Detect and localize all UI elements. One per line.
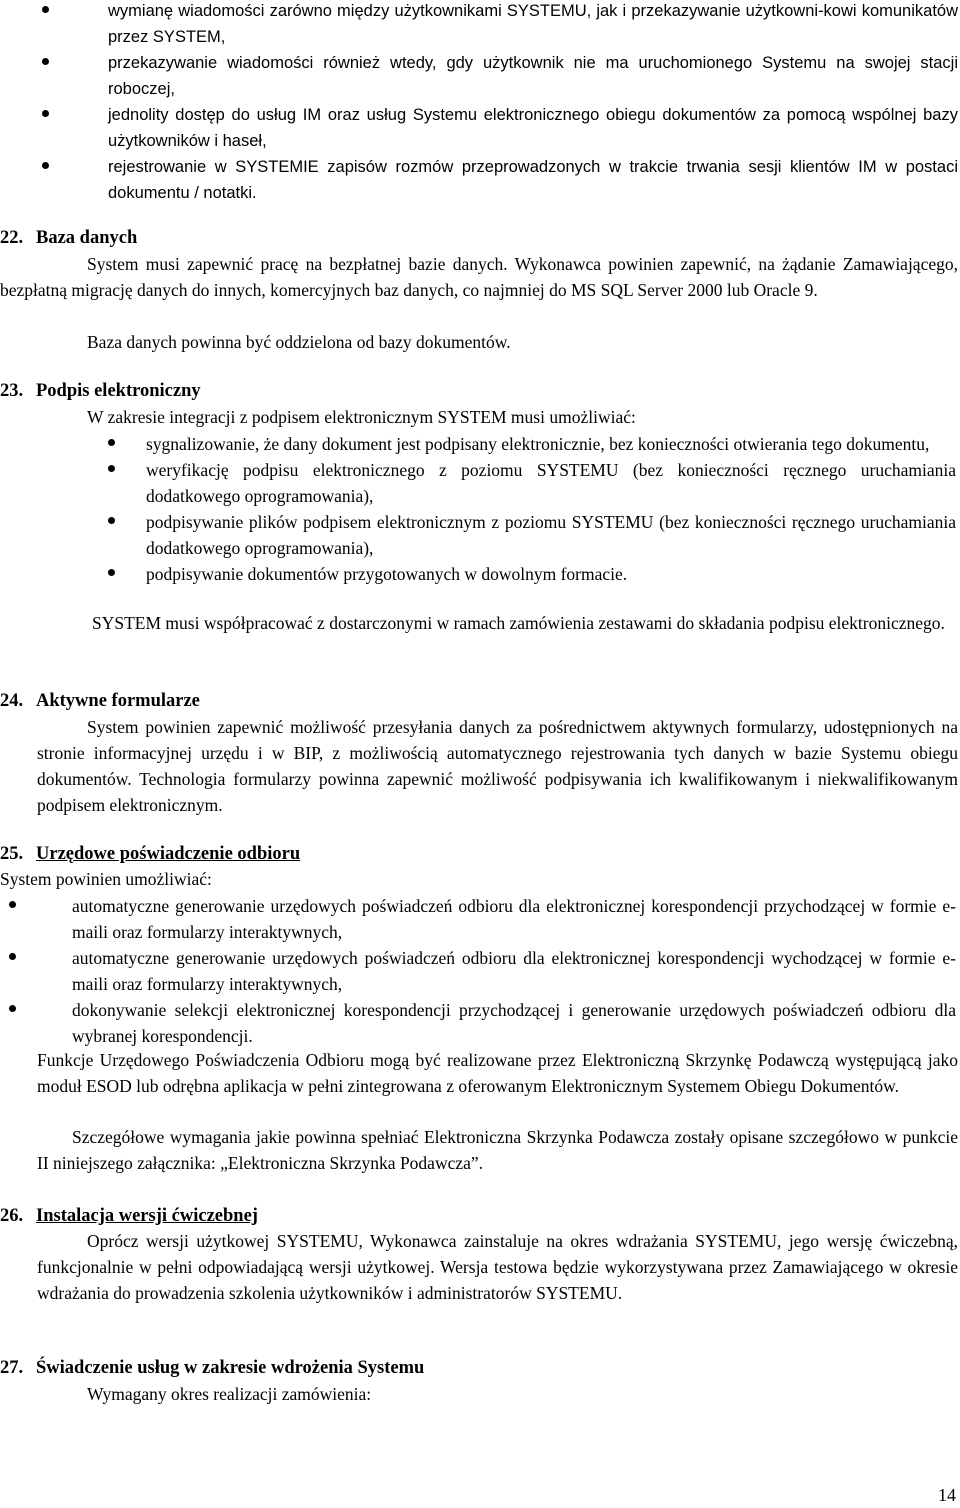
section-25-intro: System powinien umożliwiać: xyxy=(0,869,212,889)
list-item-text: rejestrowanie w SYSTEMIE zapisów rozmów przeprowadzonych w trakcie trwania sesji klientów IM w postaci dokumentu / notatki. xyxy=(108,158,958,202)
section-number: 26. xyxy=(0,1206,24,1226)
section-25-heading xyxy=(0,841,300,867)
list-item xyxy=(106,457,956,509)
section-number: 24. xyxy=(0,691,24,711)
section-title: Instalacja wersji ćwiczebnej xyxy=(36,1206,258,1226)
section-title: Urzędowe poświadczenie odbioru xyxy=(36,844,301,864)
list-item xyxy=(106,431,956,457)
section-number: 23. xyxy=(0,381,24,401)
section-title: Baza danych xyxy=(36,228,138,248)
section-23-heading xyxy=(0,378,201,404)
list-item xyxy=(38,0,958,50)
section-23-intro: W zakresie integracji z podpisem elektronicznym SYSTEM musi umożliwiać: xyxy=(87,407,636,427)
section-number: 27. xyxy=(0,1358,24,1378)
list-item xyxy=(38,102,958,154)
section-22-paragraph: System musi zapewnić pracę na bezpłatnej bazie danych. Wykonawca powinien zapewnić, na żądanie Zamawiającego, bezpłatną migrację danych do innych, komercyjnych baz danych, co najmniej do MS SQL Server 2000 lub Oracle 9. xyxy=(0,254,958,300)
list-item xyxy=(5,945,956,997)
section-24-paragraph: System powinien zapewnić możliwość przesyłania danych za pośrednictwem aktywnych formularzy, udostępnionych na stronie informacyjnej urzędu i w BIP, z możliwością automatycznego rejestrowania tych danych w bazie Systemu obiegu dokumentów. Technologia formularzy powinna zapewnić możliwość podpisywania ich kwalifikowanym i niekwalifikowanym podpisem elektronicznym. xyxy=(37,717,958,815)
section-27-heading xyxy=(0,1355,424,1381)
im-features-list xyxy=(38,0,958,206)
list-item-text: wymianę wiadomości zarówno między użytkownikami SYSTEMU, jak i przekazywanie użytkowni-kowi komunikatów przez SYSTEM, xyxy=(108,2,958,46)
list-item xyxy=(5,997,956,1049)
section-number: 25. xyxy=(0,844,24,864)
list-item xyxy=(38,154,958,206)
section-number: 22. xyxy=(0,228,24,248)
section-title: Podpis elektroniczny xyxy=(36,381,201,401)
list-item xyxy=(106,561,956,587)
section-25-paragraph: Funkcje Urzędowego Poświadczenia Odbioru mogą być realizowane przez Elektroniczną Skrzynkę Podawczą występującą jako moduł ESOD lub odrębna aplikacja w pełni zintegrowana z oferowanym Elektronicznym Systemem Obiegu Dokumentów. xyxy=(37,1050,958,1096)
signature-features-list xyxy=(106,431,956,587)
section-26-heading xyxy=(0,1203,258,1229)
section-22-note: Baza danych powinna być oddzielona od bazy dokumentów. xyxy=(87,332,511,352)
list-item-text: automatyczne generowanie urzędowych poświadczeń odbioru dla elektronicznej korespondencji wychodzącej w formie e-maili oraz formularzy interaktywnych, xyxy=(72,948,956,994)
section-title: Świadczenie usług w zakresie wdrożenia Systemu xyxy=(36,1358,425,1378)
section-23-closing: SYSTEM musi współpracować z dostarczonymi w ramach zamówienia zestawami do składania podpisu elektronicznego. xyxy=(92,613,945,633)
section-27-paragraph: Wymagany okres realizacji zamówienia: xyxy=(87,1384,372,1404)
section-title: Aktywne formularze xyxy=(36,691,200,711)
list-item xyxy=(5,893,956,945)
section-26-paragraph: Oprócz wersji użytkowej SYSTEMU, Wykonawca zainstaluje na okres wdrażania SYSTEMU, jego wersję ćwiczebną, funkcjonalnie w pełni odpowiadającą wersji użytkowej. Wersja testowa będzie wykorzystywana przez Zamawiającego w okresie wdrażania do prowadzenia szkolenia użytkowników i administratorów SYSTEMU. xyxy=(37,1231,958,1303)
list-item-text: dokonywanie selekcji elektronicznej korespondencji przychodzącej i generowanie urzędowych poświadczeń odbioru dla wybranej korespondencji. xyxy=(72,1000,956,1046)
section-22-heading xyxy=(0,225,137,251)
list-item xyxy=(38,50,958,102)
list-item xyxy=(106,509,956,561)
list-item-text: podpisywanie plików podpisem elektronicznym z poziomu SYSTEMU (bez konieczności ręcznego uruchamiania dodatkowego oprogramowania), xyxy=(146,512,956,558)
receipt-features-list xyxy=(5,893,956,1049)
list-item-text: przekazywanie wiadomości również wtedy, gdy użytkownik nie ma uruchomionego Systemu na swojej stacji roboczej, xyxy=(108,54,958,98)
list-item-text: podpisywanie dokumentów przygotowanych w dowolnym formacie. xyxy=(146,564,628,584)
list-item-text: sygnalizowanie, że dany dokument jest podpisany elektronicznie, bez konieczności otwierania tego dokumentu, xyxy=(146,434,930,454)
list-item-text: automatyczne generowanie urzędowych poświadczeń odbioru dla elektronicznej korespondencji przychodzącej w formie e-maili oraz formularzy interaktywnych, xyxy=(72,896,956,942)
list-item-text: jednolity dostęp do usług IM oraz usług Systemu elektronicznego obiegu dokumentów za pomocą wspólnej bazy użytkowników i haseł, xyxy=(108,106,958,150)
section-24-heading xyxy=(0,688,200,714)
list-item-text: weryfikację podpisu elektronicznego z poziomu SYSTEMU (bez konieczności ręcznego uruchamiania dodatkowego oprogramowania), xyxy=(146,460,956,506)
section-25-details: Szczegółowe wymagania jakie powinna spełniać Elektroniczna Skrzynka Podawcza zostały opisane szczegółowo w punkcie II niniejszego załącznika: „Elektroniczna Skrzynka Podawcza”. xyxy=(37,1127,958,1173)
page-number: 14 xyxy=(938,1485,956,1505)
